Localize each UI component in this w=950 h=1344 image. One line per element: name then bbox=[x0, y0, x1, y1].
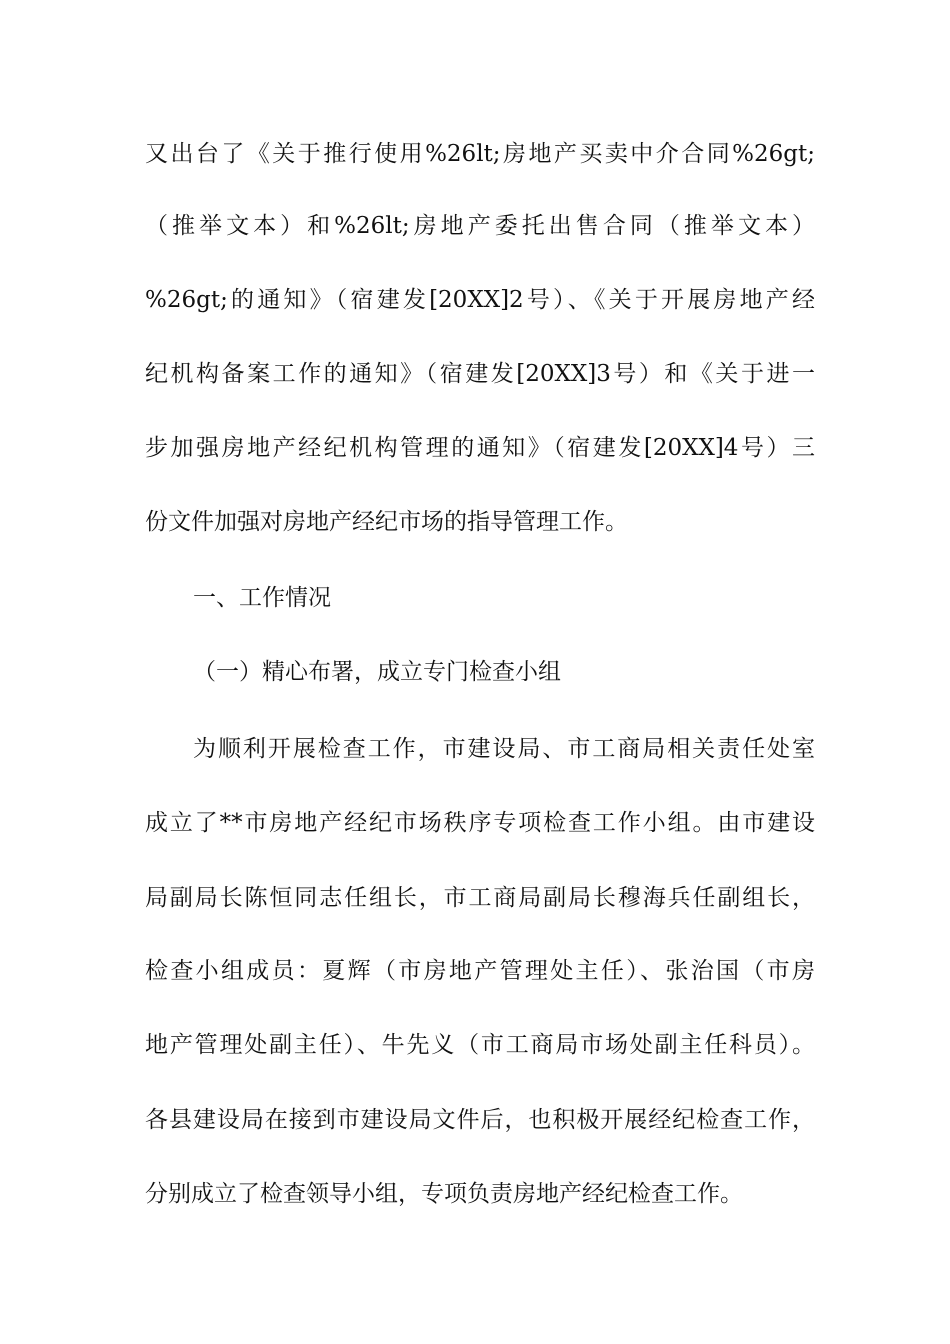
paragraph-line: 地产管理处副主任）、牛先义（市工商局市场处副主任科员）。 bbox=[145, 1032, 815, 1058]
paragraph-line: （推举文本）和%26lt;房地产委托出售合同（推举文本） bbox=[145, 213, 815, 239]
paragraph-line: 各县建设局在接到市建设局文件后，也积极开展经纪检查工作， bbox=[145, 1107, 815, 1133]
section-heading: 一、工作情况 bbox=[193, 585, 331, 611]
paragraph-line: 又出台了《关于推行使用%26lt;房地产买卖中介合同%26gt; bbox=[145, 141, 815, 167]
subsection-heading: （一）精心布署，成立专门检查小组 bbox=[193, 659, 561, 685]
paragraph-line: 纪机构备案工作的通知》（宿建发[20XX]3号）和《关于进一 bbox=[145, 361, 815, 387]
paragraph-line: 份文件加强对房地产经纪市场的指导管理工作。 bbox=[145, 509, 628, 535]
paragraph-line: 局副局长陈恒同志任组长，市工商局副局长穆海兵任副组长， bbox=[145, 885, 815, 911]
paragraph-line: 检查小组成员：夏辉（市房地产管理处主任）、张治国（市房 bbox=[145, 958, 815, 984]
paragraph-line: 成立了**市房地产经纪市场秩序专项检查工作小组。由市建设 bbox=[145, 810, 815, 836]
paragraph-line: 步加强房地产经纪机构管理的通知》（宿建发[20XX]4号）三 bbox=[145, 435, 815, 461]
paragraph-line: 为顺利开展检查工作，市建设局、市工商局相关责任处室 bbox=[193, 736, 815, 762]
paragraph-line: %26gt;的通知》（宿建发[20XX]2号）、《关于开展房地产经 bbox=[145, 287, 815, 313]
paragraph-line: 分别成立了检查领导小组，专项负责房地产经纪检查工作。 bbox=[145, 1181, 743, 1207]
